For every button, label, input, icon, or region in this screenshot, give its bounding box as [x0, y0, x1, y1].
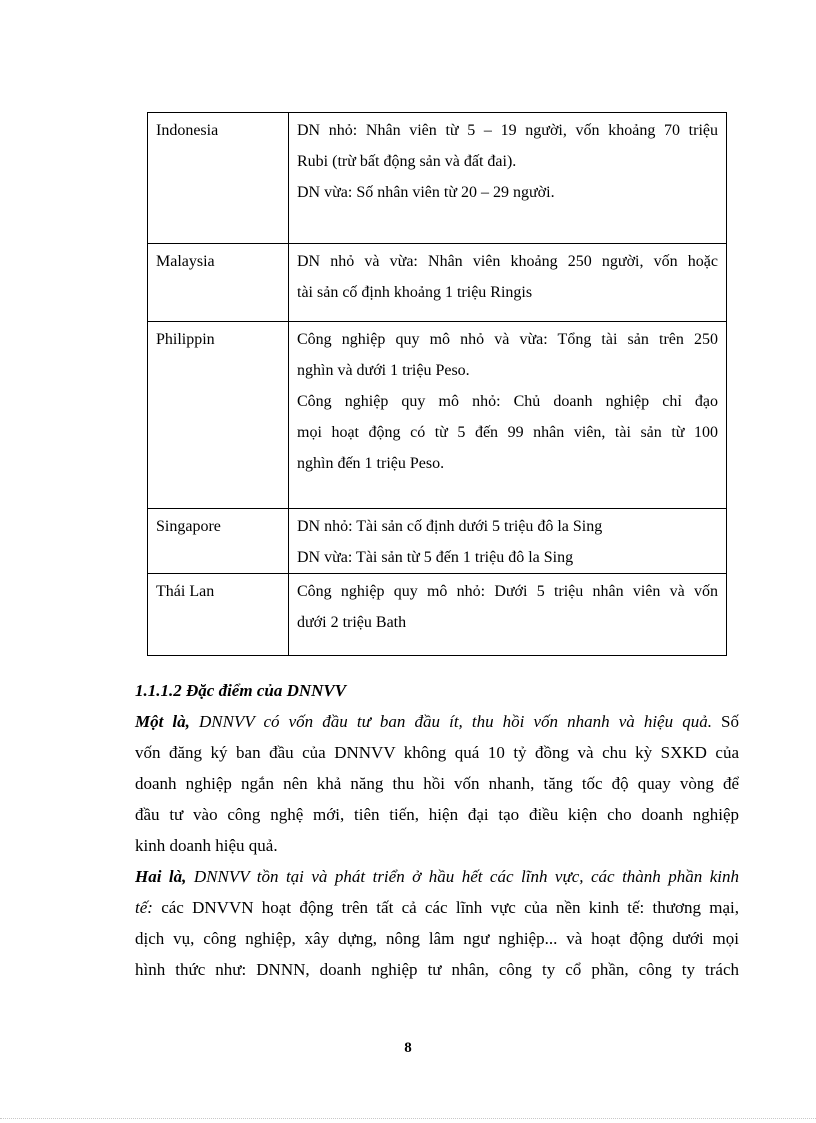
country-cell: Malaysia	[148, 244, 289, 322]
paragraph-lead: Một là,	[135, 712, 190, 731]
definition-line: Công nghiệp quy mô nhỏ: Chủ doanh nghiệp chỉ đạo	[297, 393, 718, 410]
paragraph-line: doanh nghiệp ngắn nên khả năng thu hồi vốn nhanh, tăng tốc độ quay vòng để	[135, 774, 739, 793]
paragraph-line	[135, 706, 739, 737]
definition-line: Công nghiệp quy mô nhỏ và vừa: Tổng tài sản trên 250	[297, 331, 718, 348]
section-heading: 1.1.1.2 Đặc điểm của DNNVV	[135, 681, 347, 700]
paragraph-italic: tế:	[135, 898, 153, 917]
definition-line: nghìn và dưới 1 triệu Peso.	[297, 362, 470, 379]
paragraph-text: các DNVVN hoạt động trên tất cả các lĩnh vực của nền kinh tế: thương mại,	[152, 898, 739, 917]
definition-cell	[289, 322, 727, 509]
table-row	[148, 509, 727, 574]
footer-divider	[0, 1118, 816, 1119]
body-text	[135, 675, 739, 985]
sme-definition-table	[147, 112, 727, 656]
definition-line: tài sản cố định khoảng 1 triệu Ringis	[297, 284, 533, 301]
page-number: 8	[404, 1040, 412, 1056]
paragraph-italic: DNNVV có vốn đầu tư ban đầu ít, thu hồi vốn nhanh và hiệu quả.	[189, 712, 712, 731]
country-cell: Philippin	[148, 322, 289, 509]
definition-line: DN nhỏ và vừa: Nhân viên khoảng 250 người, vốn hoặc	[297, 253, 718, 270]
definition-line: DN vừa: Số nhân viên từ 20 – 29 người.	[297, 184, 555, 201]
paragraph-line: dịch vụ, công nghiệp, xây dựng, nông lâm ngư nghiệp... và hoạt động dưới mọi	[135, 929, 739, 948]
paragraph-italic: DNNVV tồn tại và phát triển ở hầu hết các lĩnh vực, các thành phần kinh	[186, 867, 740, 886]
definition-line: DN vừa: Tài sản từ 5 đến 1 triệu đô la Sing	[297, 549, 574, 566]
country-cell: Indonesia	[148, 113, 289, 244]
paragraph-one	[135, 706, 739, 861]
definition-line: mọi hoạt động có từ 5 đến 99 nhân viên, tài sản từ 100	[297, 424, 718, 441]
paragraph-lead: Hai là,	[135, 867, 187, 886]
definition-line: dưới 2 triệu Bath	[297, 614, 407, 631]
country-cell: Thái Lan	[148, 574, 289, 656]
definition-cell	[289, 574, 727, 656]
definition-line: DN nhỏ: Tài sản cố định dưới 5 triệu đô la Sing	[297, 518, 603, 535]
table-row	[148, 113, 727, 244]
country-cell: Singapore	[148, 509, 289, 574]
paragraph-two	[135, 861, 739, 985]
definition-line: Rubi (trừ bất động sản và đất đai).	[297, 153, 517, 170]
definition-cell	[289, 113, 727, 244]
definition-line: DN nhỏ: Nhân viên từ 5 – 19 người, vốn khoảng 70 triệu	[297, 122, 718, 139]
table-row	[148, 322, 727, 509]
definition-line: nghìn đến 1 triệu Peso.	[297, 455, 445, 472]
definition-cell	[289, 509, 727, 574]
paragraph-line	[135, 861, 739, 892]
table-row	[148, 574, 727, 656]
paragraph-line: kinh doanh hiệu quả.	[135, 836, 278, 855]
definition-cell	[289, 244, 727, 322]
table-row	[148, 244, 727, 322]
paragraph-line	[135, 892, 739, 923]
paragraph-text: Số	[711, 712, 739, 731]
definition-line: Công nghiệp quy mô nhỏ: Dưới 5 triệu nhân viên và vốn	[297, 583, 718, 600]
paragraph-line: hình thức như: DNNN, doanh nghiệp tư nhân, công ty cổ phần, công ty trách	[135, 960, 739, 979]
paragraph-line: đầu tư vào công nghệ mới, tiên tiến, hiện đại tạo điều kiện cho doanh nghiệp	[135, 805, 739, 824]
paragraph-line: vốn đăng ký ban đầu của DNNVV không quá 10 tỷ đồng và chu kỳ SXKD của	[135, 743, 739, 762]
